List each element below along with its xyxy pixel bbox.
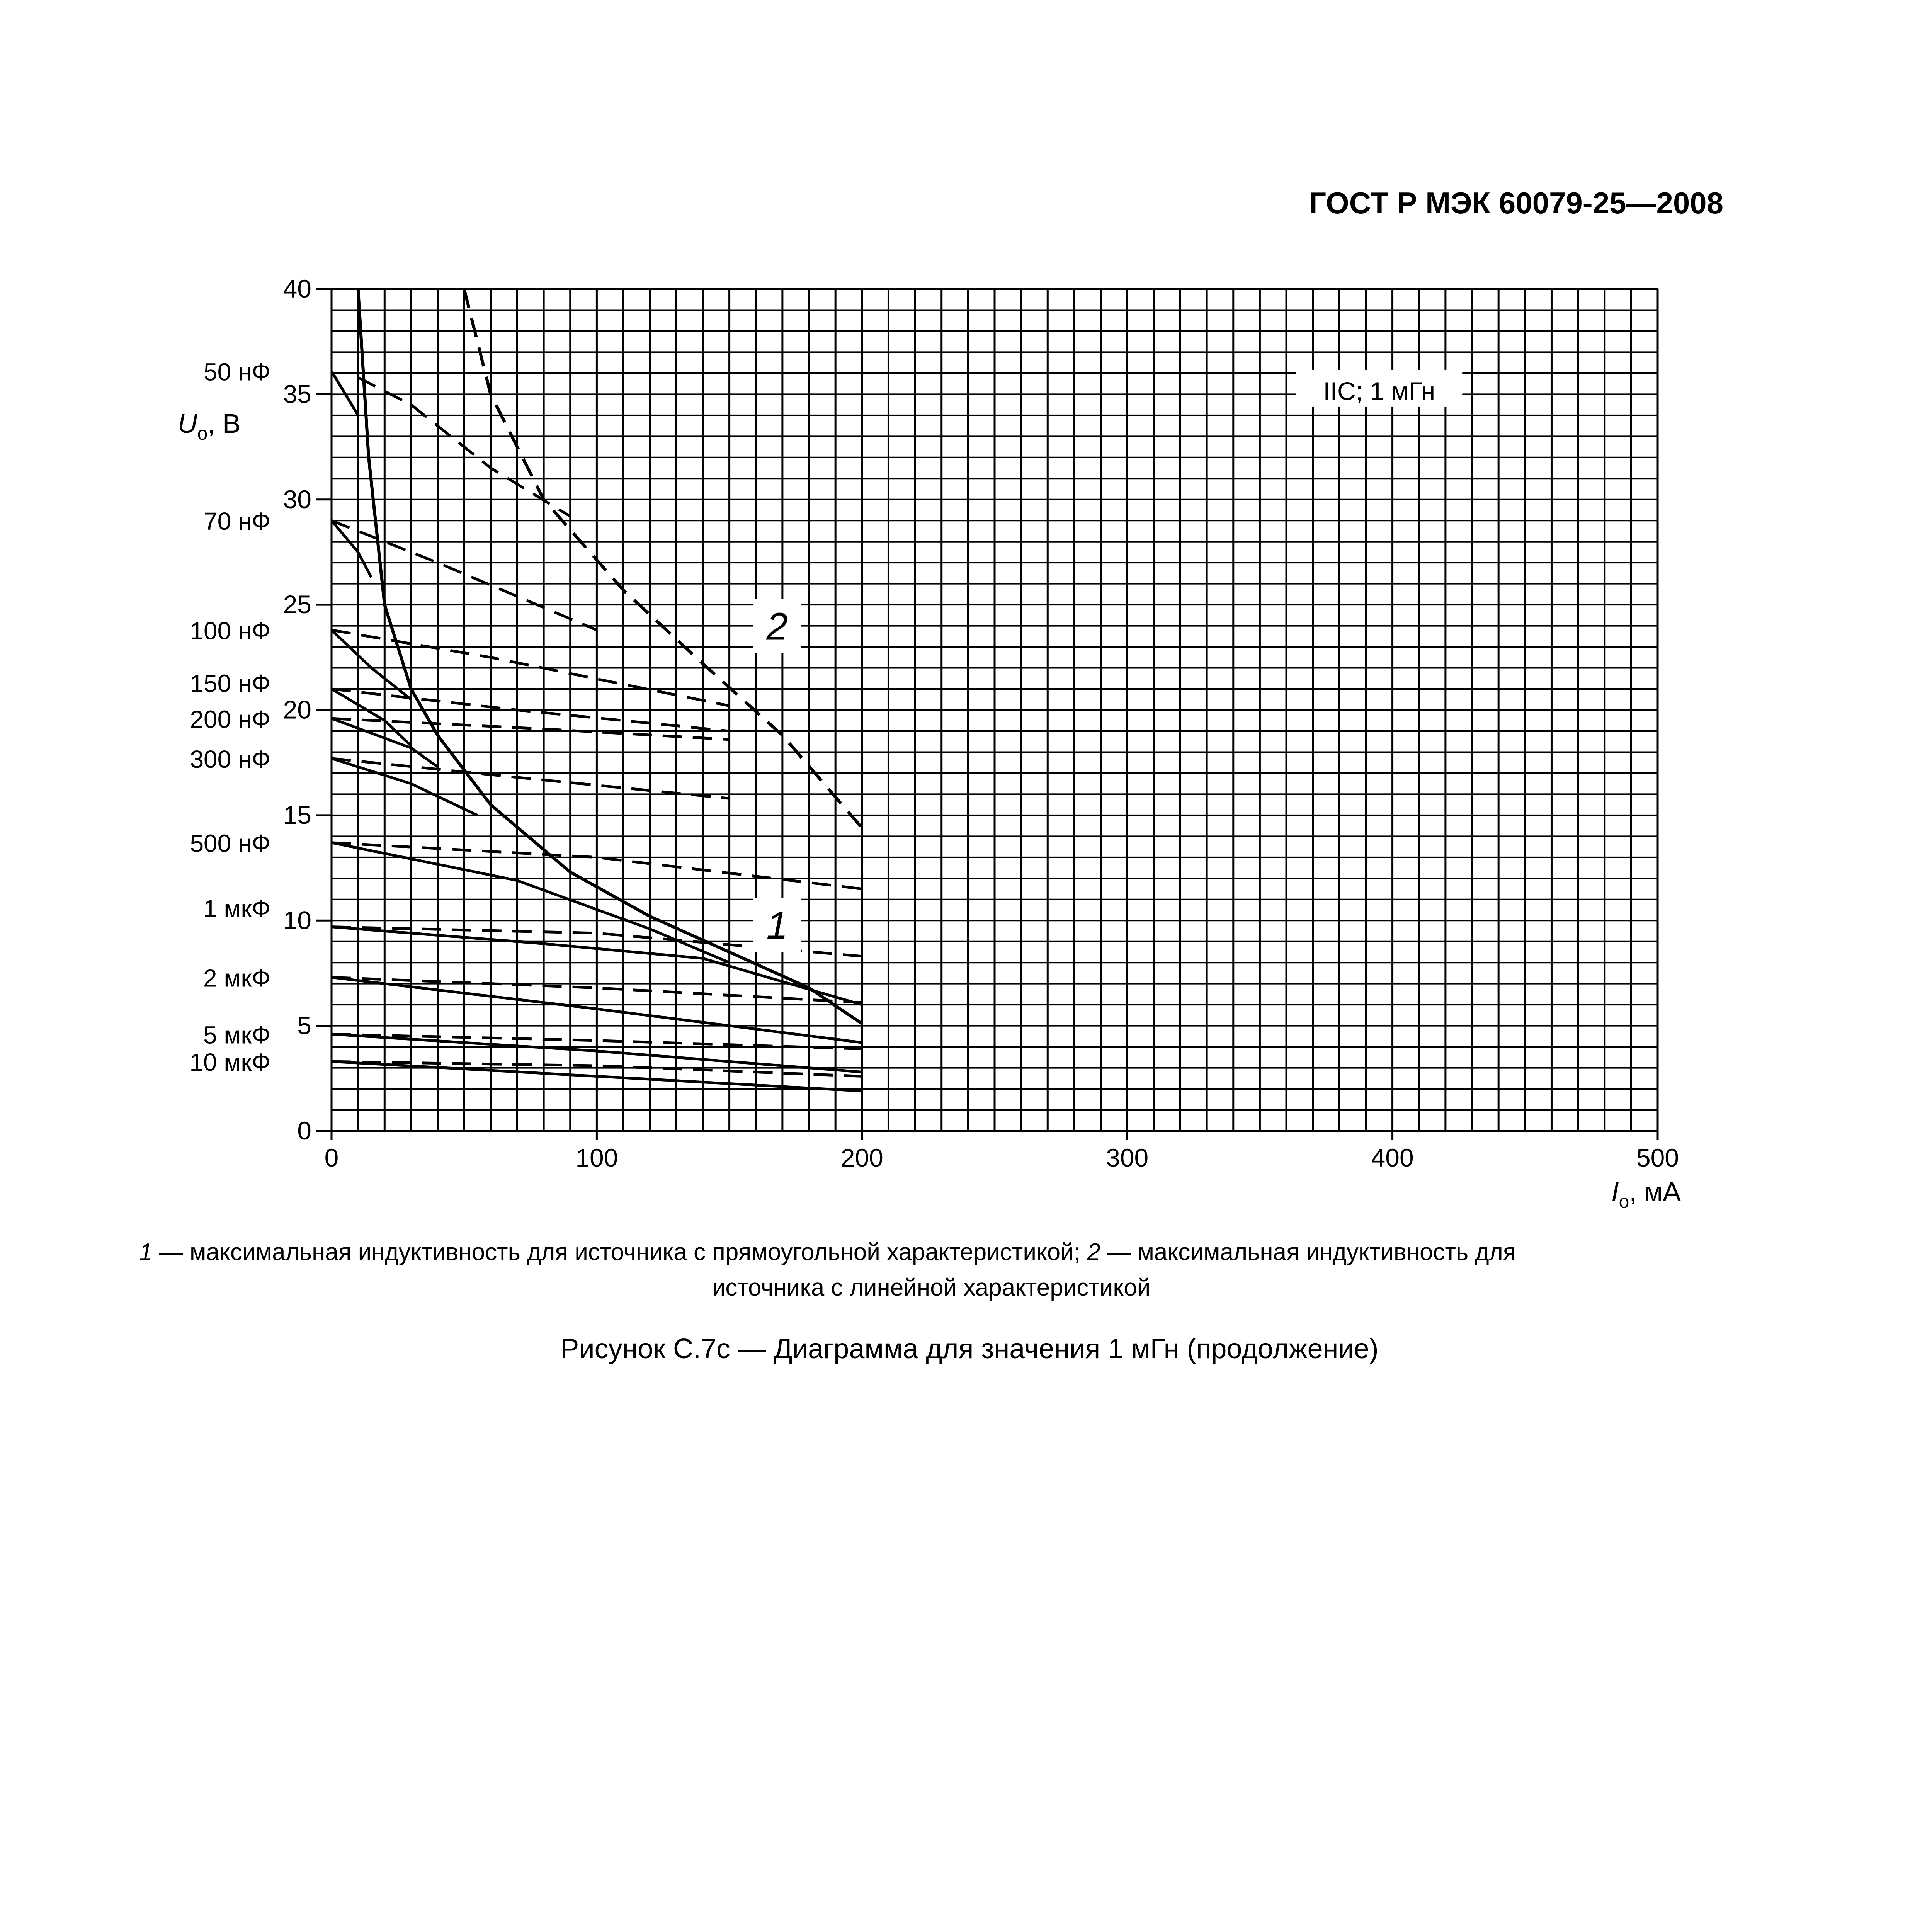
y-tick-label: 25 [283, 590, 311, 619]
figure-caption: Рисунок С.7с — Диаграмма для значения 1 мГн (продолжение) [560, 1333, 1379, 1364]
capacitance-label: 150 нФ [190, 669, 270, 697]
capacitance-label: 1 мкФ [203, 895, 270, 923]
capacitance-label: 50 нФ [204, 358, 270, 386]
series-curve-2 [464, 289, 862, 828]
legend-number-1: 1 [139, 1239, 153, 1265]
legend-text-3: источника с линейной характеристикой [712, 1274, 1151, 1301]
capacitance-label: 10 мкФ [189, 1048, 270, 1077]
x-tick-label: 200 [840, 1143, 883, 1172]
x-axis-label: $I_o$, мА [1611, 1177, 1681, 1212]
series-line-11 [332, 718, 730, 740]
capacitance-label: 500 нФ [190, 829, 270, 857]
capacitance-label: 2 мкФ [203, 964, 270, 992]
x-tick-label: 300 [1106, 1143, 1149, 1172]
y-tick-label: 0 [297, 1116, 311, 1145]
x-tick-label: 0 [324, 1143, 339, 1172]
y-tick-label: 35 [283, 379, 311, 408]
x-tick-label: 100 [575, 1143, 618, 1172]
curve-label-1: 1 [766, 904, 788, 947]
legend-text-2: — максимальная индуктивность для [1100, 1239, 1516, 1265]
page-header: ГОСТ Р МЭК 60079-25—2008 [1309, 186, 1723, 220]
chart-title: IIC; 1 мГн [1323, 376, 1435, 405]
figure-legend [139, 1235, 1723, 1306]
series-line-14 [332, 843, 730, 963]
capacitance-label: 70 нФ [204, 507, 270, 536]
y-tick-label: 5 [297, 1011, 311, 1040]
y-tick-label: 30 [283, 485, 311, 514]
x-tick-label: 400 [1371, 1143, 1414, 1172]
capacitance-label: 200 нФ [190, 705, 270, 733]
series-line-2 [332, 371, 358, 415]
y-tick-label: 20 [283, 695, 311, 724]
legend-number-2: 2 [1087, 1239, 1100, 1265]
y-tick-label: 15 [283, 800, 311, 829]
capacitance-label: 5 мкФ [203, 1021, 270, 1049]
y-axis-label: $U_o$, В [178, 408, 241, 444]
y-tick-label: 40 [283, 274, 311, 303]
capacitance-label: 100 нФ [190, 617, 270, 645]
series-line-4 [332, 520, 371, 577]
capacitance-label: 300 нФ [190, 745, 270, 773]
legend-text-1: — максимальная индуктивность для источника с прямоугольной характеристикой; [152, 1239, 1087, 1265]
y-tick-label: 10 [283, 906, 311, 935]
curve-label-2: 2 [766, 605, 788, 648]
labels-layer [178, 358, 1681, 1212]
x-tick-label: 500 [1636, 1143, 1679, 1172]
